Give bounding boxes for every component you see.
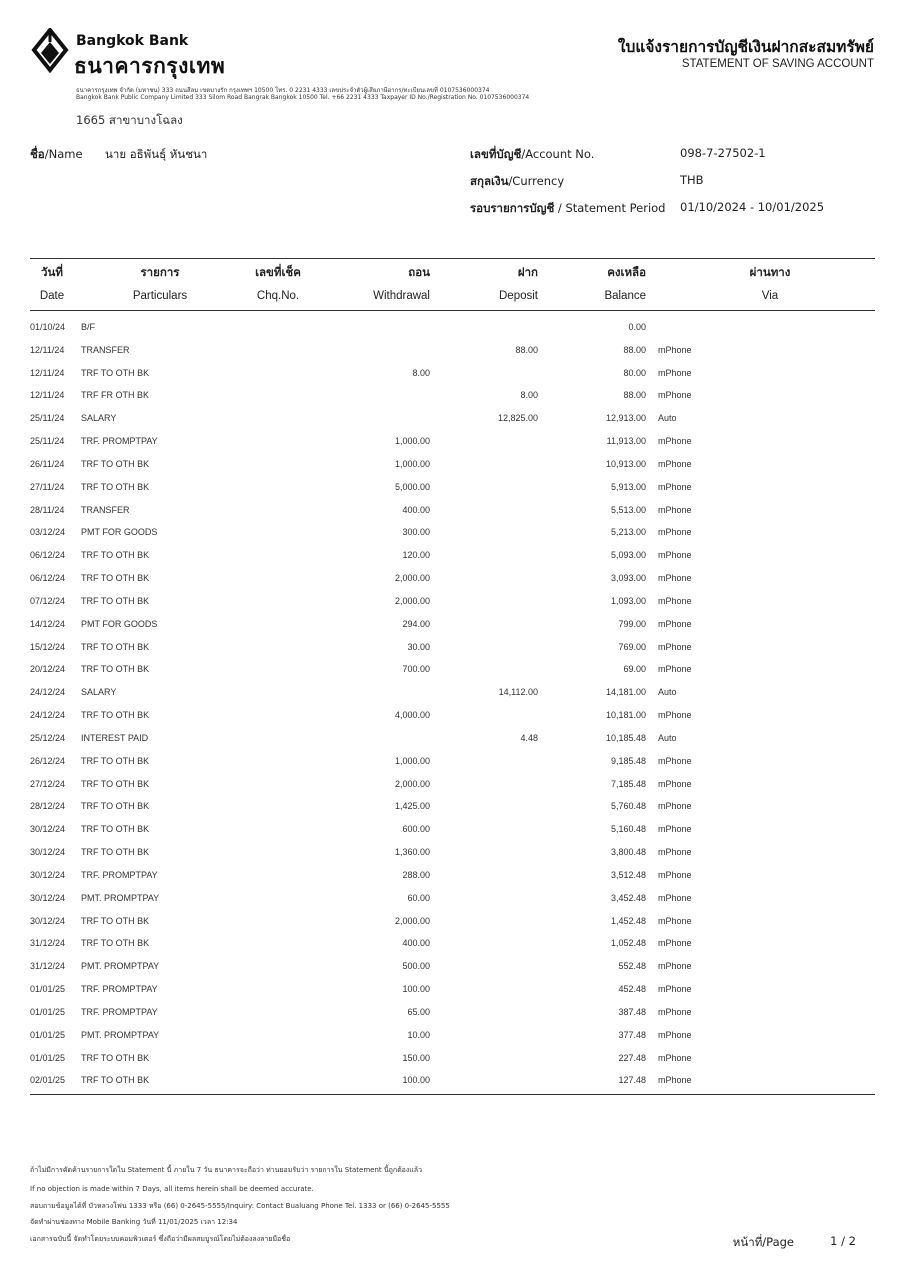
account-number-label: เลขที่บัญชี/Account No. bbox=[470, 147, 595, 161]
row-balance: 5,513.00 bbox=[610, 504, 646, 515]
table-row bbox=[30, 706, 875, 729]
account-holder-name: นาย อธิพันธุ์ หันชนา bbox=[105, 147, 208, 161]
row-balance: 10,913.00 bbox=[605, 458, 646, 469]
row-particulars: B/F bbox=[81, 322, 96, 332]
row-date: 12/11/24 bbox=[30, 344, 65, 355]
row-balance: 10,185.48 bbox=[605, 732, 646, 743]
row-via: mPhone bbox=[658, 801, 692, 812]
row-date: 30/12/24 bbox=[30, 869, 66, 880]
header-deposit-th: ฝาก bbox=[517, 265, 538, 279]
row-via: mPhone bbox=[658, 710, 692, 721]
row-date: 27/12/24 bbox=[30, 778, 66, 789]
row-withdrawal: 2,000.00 bbox=[394, 595, 430, 606]
header-withdrawal-th: ถอน bbox=[408, 265, 430, 279]
table-row bbox=[30, 1026, 875, 1049]
row-deposit: 4.48 bbox=[520, 732, 538, 743]
footer-objection-th: ถ้าไม่มีการคัดค้านรายการใดใน Statement นี้ ภายใน 7 วัน ธนาคารจะถือว่า ท่านยอมรับว่า รายการใน Statement นี้ถูกต้องแล้ว bbox=[30, 1166, 423, 1174]
header-date-th: วันที่ bbox=[41, 265, 63, 279]
row-particulars: PMT. PROMPTPAY bbox=[81, 892, 160, 903]
table-row bbox=[30, 638, 875, 661]
brand-name-th: ธนาคารกรุงเทพ bbox=[74, 54, 226, 78]
row-particulars: PMT FOR GOODS bbox=[81, 618, 158, 629]
row-balance: 5,160.48 bbox=[610, 824, 646, 835]
table-row bbox=[30, 957, 875, 980]
row-particulars: TRF TO OTH BK bbox=[81, 1075, 150, 1086]
statement-period: 01/10/2024 - 10/01/2025 bbox=[680, 200, 825, 214]
row-date: 06/12/24 bbox=[30, 573, 66, 584]
row-particulars: TRF TO OTH BK bbox=[81, 641, 150, 652]
row-date: 20/12/24 bbox=[30, 664, 66, 675]
row-balance: 3,452.48 bbox=[610, 892, 646, 903]
row-withdrawal: 700.00 bbox=[402, 664, 430, 675]
table-row bbox=[30, 775, 875, 798]
row-withdrawal: 1,000.00 bbox=[394, 436, 430, 447]
header-date-en: Date bbox=[39, 290, 65, 302]
row-deposit: 88.00 bbox=[515, 344, 538, 355]
header-via-th: ผ่านทาง bbox=[749, 265, 791, 279]
row-via: mPhone bbox=[658, 938, 692, 949]
row-withdrawal: 65.00 bbox=[407, 1006, 430, 1017]
row-withdrawal: 1,425.00 bbox=[394, 801, 430, 812]
row-via: mPhone bbox=[658, 1075, 692, 1086]
brand-name-en: Bangkok Bank bbox=[76, 33, 189, 49]
row-particulars: PMT FOR GOODS bbox=[81, 527, 158, 538]
table-row bbox=[30, 455, 875, 478]
row-via: mPhone bbox=[658, 869, 692, 880]
row-balance: 452.48 bbox=[618, 984, 646, 995]
row-via: mPhone bbox=[658, 847, 692, 858]
table-row bbox=[30, 364, 875, 387]
row-particulars: TRF TO OTH BK bbox=[81, 458, 150, 469]
row-withdrawal: 8.00 bbox=[412, 367, 430, 378]
table-row bbox=[30, 341, 875, 364]
table-top-rule bbox=[30, 258, 875, 259]
row-withdrawal: 5,000.00 bbox=[394, 481, 430, 492]
row-particulars: TRF. PROMPTPAY bbox=[81, 1006, 158, 1017]
row-particulars: TRF. PROMPTPAY bbox=[81, 436, 158, 447]
row-date: 28/12/24 bbox=[30, 801, 66, 812]
table-row bbox=[30, 820, 875, 843]
row-particulars: TRF TO OTH BK bbox=[81, 824, 150, 835]
row-balance: 799.00 bbox=[618, 618, 646, 629]
table-row bbox=[30, 660, 875, 683]
row-date: 24/12/24 bbox=[30, 687, 66, 698]
row-date: 01/10/24 bbox=[30, 322, 66, 332]
row-particulars: TRF TO OTH BK bbox=[81, 801, 150, 812]
row-via: mPhone bbox=[658, 618, 692, 629]
row-withdrawal: 1,360.00 bbox=[394, 847, 430, 858]
row-date: 06/12/24 bbox=[30, 550, 66, 561]
row-balance: 14,181.00 bbox=[605, 687, 646, 698]
row-balance: 80.00 bbox=[623, 367, 646, 378]
table-row bbox=[30, 866, 875, 889]
table-row bbox=[30, 592, 875, 615]
row-date: 27/11/24 bbox=[30, 481, 65, 492]
header-via-en: Via bbox=[761, 290, 779, 302]
row-date: 25/12/24 bbox=[30, 732, 66, 743]
row-balance: 377.48 bbox=[618, 1029, 646, 1040]
row-date: 02/01/25 bbox=[30, 1075, 66, 1086]
row-particulars: TRF. PROMPTPAY bbox=[81, 984, 158, 995]
row-withdrawal: 60.00 bbox=[407, 892, 430, 903]
row-via: mPhone bbox=[658, 504, 692, 515]
row-via: Auto bbox=[658, 732, 677, 743]
row-withdrawal: 400.00 bbox=[402, 938, 430, 949]
row-via: Auto bbox=[658, 413, 677, 424]
row-particulars: TRF FR OTH BK bbox=[81, 390, 149, 401]
row-via: mPhone bbox=[658, 458, 692, 469]
table-row bbox=[30, 546, 875, 569]
table-row bbox=[30, 683, 875, 706]
row-date: 28/11/24 bbox=[30, 504, 65, 515]
table-row bbox=[30, 934, 875, 957]
row-particulars: TRF TO OTH BK bbox=[81, 550, 150, 561]
row-balance: 88.00 bbox=[623, 344, 646, 355]
header-balance-th: คงเหลือ bbox=[607, 265, 646, 279]
row-via: mPhone bbox=[658, 664, 692, 675]
row-via: mPhone bbox=[658, 367, 692, 378]
row-deposit: 12,825.00 bbox=[497, 413, 538, 424]
row-via: mPhone bbox=[658, 573, 692, 584]
row-date: 01/01/25 bbox=[30, 1052, 66, 1063]
statement-period-label: รอบรายการบัญชี / Statement Period bbox=[470, 201, 666, 215]
row-withdrawal: 294.00 bbox=[402, 618, 430, 629]
row-particulars: TRF TO OTH BK bbox=[81, 595, 150, 606]
row-withdrawal: 2,000.00 bbox=[394, 915, 430, 926]
row-withdrawal: 100.00 bbox=[402, 984, 430, 995]
row-particulars: TRF TO OTH BK bbox=[81, 481, 150, 492]
table-row bbox=[30, 615, 875, 638]
row-balance: 9,185.48 bbox=[610, 755, 646, 766]
row-via: mPhone bbox=[658, 1052, 692, 1063]
footer-inquiry: สอบถามข้อมูลได้ที่ บัวหลวงโฟน 1333 หรือ (66) 0-2645-5555/Inquiry: Contact Bualuang Phone Tel. 1333 or (66) 0-2645-5555 bbox=[30, 1202, 450, 1210]
row-particulars: SALARY bbox=[81, 413, 117, 424]
name-label: ชื่อ/Name bbox=[30, 147, 83, 161]
row-date: 01/01/25 bbox=[30, 1006, 66, 1017]
row-deposit: 14,112.00 bbox=[498, 687, 538, 698]
header-particulars-en: Particulars bbox=[132, 290, 188, 302]
row-via: mPhone bbox=[658, 595, 692, 606]
row-balance: 7,185.48 bbox=[610, 778, 646, 789]
footer-computer-generated: เอกสารฉบับนี้ จัดทำโดยระบบคอมพิวเตอร์ ซึ่งถือว่ามีผลสมบูรณ์โดยไม่ต้องลงลายมือชื่อ bbox=[30, 1235, 291, 1243]
row-balance: 387.48 bbox=[618, 1006, 646, 1017]
table-row bbox=[30, 752, 875, 775]
row-via: mPhone bbox=[658, 961, 692, 972]
row-date: 14/12/24 bbox=[30, 618, 66, 629]
row-balance: 5,760.48 bbox=[610, 801, 646, 812]
row-particulars: TRF TO OTH BK bbox=[81, 755, 150, 766]
row-withdrawal: 30.00 bbox=[407, 641, 430, 652]
row-balance: 69.00 bbox=[623, 664, 646, 675]
row-balance: 5,913.00 bbox=[610, 481, 646, 492]
row-balance: 3,800.48 bbox=[610, 847, 646, 858]
row-particulars: TRF TO OTH BK bbox=[81, 573, 150, 584]
statement-title-en: STATEMENT OF SAVING ACCOUNT bbox=[681, 58, 874, 70]
row-date: 30/12/24 bbox=[30, 847, 66, 858]
row-particulars: PMT. PROMPTPAY bbox=[81, 1029, 160, 1040]
table-row bbox=[30, 318, 875, 341]
row-via: mPhone bbox=[658, 641, 692, 652]
row-balance: 1,452.48 bbox=[610, 915, 646, 926]
row-balance: 10,181.00 bbox=[605, 710, 646, 721]
row-balance: 3,512.48 bbox=[610, 869, 646, 880]
currency-label: สกุลเงิน/Currency bbox=[470, 174, 565, 188]
table-row bbox=[30, 569, 875, 592]
row-particulars: TRF TO OTH BK bbox=[81, 710, 150, 721]
row-withdrawal: 2,000.00 bbox=[394, 778, 430, 789]
row-via: mPhone bbox=[658, 1006, 692, 1017]
header-deposit-en: Deposit bbox=[499, 290, 538, 302]
row-particulars: TRF TO OTH BK bbox=[81, 367, 150, 378]
table-row bbox=[30, 386, 875, 409]
row-balance: 0.00 bbox=[628, 322, 646, 332]
row-particulars: TRF TO OTH BK bbox=[81, 1052, 150, 1063]
row-date: 25/11/24 bbox=[30, 413, 65, 424]
row-date: 12/11/24 bbox=[30, 390, 65, 401]
row-withdrawal: 4,000.00 bbox=[394, 710, 430, 721]
row-withdrawal: 300.00 bbox=[402, 527, 430, 538]
row-particulars: TRF TO OTH BK bbox=[81, 778, 150, 789]
row-via: mPhone bbox=[658, 344, 692, 355]
row-date: 31/12/24 bbox=[30, 961, 66, 972]
table-row bbox=[30, 889, 875, 912]
row-date: 01/01/25 bbox=[30, 984, 66, 995]
table-row bbox=[30, 912, 875, 935]
table-row bbox=[30, 501, 875, 524]
account-number: 098-7-27502-1 bbox=[680, 146, 766, 160]
row-balance: 1,093.00 bbox=[610, 595, 646, 606]
row-via: mPhone bbox=[658, 390, 692, 401]
row-withdrawal: 400.00 bbox=[402, 504, 430, 515]
row-balance: 127.48 bbox=[618, 1075, 646, 1086]
row-particulars: TRF TO OTH BK bbox=[81, 664, 150, 675]
row-balance: 1,052.48 bbox=[610, 938, 646, 949]
footer-objection-en: If no objection is made within 7 Days, all items herein shall be deemed accurate. bbox=[30, 1185, 314, 1193]
row-date: 30/12/24 bbox=[30, 892, 66, 903]
row-withdrawal: 10.00 bbox=[407, 1029, 430, 1040]
row-balance: 88.00 bbox=[623, 390, 646, 401]
row-date: 03/12/24 bbox=[30, 527, 66, 538]
row-via: mPhone bbox=[658, 915, 692, 926]
row-withdrawal: 2,000.00 bbox=[394, 573, 430, 584]
row-particulars: TRANSFER bbox=[81, 344, 130, 355]
row-via: mPhone bbox=[658, 984, 692, 995]
row-date: 12/11/24 bbox=[30, 367, 65, 378]
table-row bbox=[30, 797, 875, 820]
header-chq-en: Chq.No. bbox=[256, 290, 300, 302]
row-withdrawal: 150.00 bbox=[402, 1052, 430, 1063]
row-date: 30/12/24 bbox=[30, 824, 66, 835]
page-number: 1 / 2 bbox=[830, 1234, 856, 1248]
row-via: mPhone bbox=[658, 527, 692, 538]
row-withdrawal: 1,000.00 bbox=[394, 458, 430, 469]
table-bottom-rule bbox=[30, 1094, 875, 1095]
row-via: Auto bbox=[658, 687, 677, 698]
statement-title-th: ใบแจ้งรายการบัญชีเงินฝากสะสมทรัพย์ bbox=[617, 38, 874, 56]
row-via: mPhone bbox=[658, 481, 692, 492]
header-rule bbox=[30, 310, 875, 311]
table-row bbox=[30, 523, 875, 546]
table-row bbox=[30, 980, 875, 1003]
row-date: 07/12/24 bbox=[30, 595, 66, 606]
row-via: mPhone bbox=[658, 755, 692, 766]
row-balance: 11,913.00 bbox=[606, 436, 646, 447]
row-withdrawal: 500.00 bbox=[402, 961, 430, 972]
row-balance: 769.00 bbox=[618, 641, 646, 652]
row-withdrawal: 120.00 bbox=[402, 550, 430, 561]
row-balance: 12,913.00 bbox=[605, 413, 646, 424]
currency-value: THB bbox=[680, 173, 704, 187]
table-row bbox=[30, 478, 875, 501]
row-particulars: TRF. PROMPTPAY bbox=[81, 869, 158, 880]
row-date: 15/12/24 bbox=[30, 641, 66, 652]
row-balance: 3,093.00 bbox=[610, 573, 646, 584]
row-withdrawal: 1,000.00 bbox=[394, 755, 430, 766]
header-withdrawal-en: Withdrawal bbox=[373, 290, 430, 302]
page-label: หน้าที่/Page bbox=[732, 1235, 794, 1249]
row-balance: 5,213.00 bbox=[610, 527, 646, 538]
row-balance: 552.48 bbox=[618, 961, 646, 972]
row-date: 25/11/24 bbox=[30, 436, 65, 447]
row-particulars: TRF TO OTH BK bbox=[81, 847, 150, 858]
row-particulars: TRANSFER bbox=[81, 504, 130, 515]
row-balance: 227.48 bbox=[618, 1052, 646, 1063]
table-row bbox=[30, 1071, 875, 1094]
row-withdrawal: 288.00 bbox=[402, 869, 430, 880]
row-via: mPhone bbox=[658, 824, 692, 835]
row-particulars: TRF TO OTH BK bbox=[81, 938, 150, 949]
row-date: 01/01/25 bbox=[30, 1029, 66, 1040]
row-date: 31/12/24 bbox=[30, 938, 66, 949]
table-body bbox=[30, 318, 875, 1095]
table-row bbox=[30, 409, 875, 432]
row-particulars: SALARY bbox=[81, 687, 117, 698]
row-date: 26/12/24 bbox=[30, 755, 66, 766]
row-date: 30/12/24 bbox=[30, 915, 66, 926]
bank-address-en: Bangkok Bank Public Company Limited 333 Silom Road Bangrak Bangkok 10500 Tel. +66 2231 4333 Taxpayer ID No./Registration No. 0107536000374 bbox=[76, 94, 530, 101]
footer-generated: จัดทำผ่านช่องทาง Mobile Banking วันที่ 11/01/2025 เวลา 12:34 bbox=[30, 1218, 238, 1226]
row-balance: 5,093.00 bbox=[610, 550, 646, 561]
row-particulars: TRF TO OTH BK bbox=[81, 915, 150, 926]
row-via: mPhone bbox=[658, 436, 692, 447]
row-date: 26/11/24 bbox=[30, 458, 65, 469]
row-via: mPhone bbox=[658, 778, 692, 789]
header-particulars-th: รายการ bbox=[140, 265, 180, 279]
row-via: mPhone bbox=[658, 1029, 692, 1040]
bangkok-bank-logo-icon bbox=[30, 28, 70, 76]
table-row bbox=[30, 729, 875, 752]
header-chq-th: เลขที่เช็ค bbox=[255, 265, 301, 279]
row-withdrawal: 600.00 bbox=[402, 824, 430, 835]
row-date: 24/12/24 bbox=[30, 710, 66, 721]
table-row bbox=[30, 432, 875, 455]
table-row bbox=[30, 1049, 875, 1072]
row-particulars: INTEREST PAID bbox=[81, 732, 149, 743]
table-row bbox=[30, 1003, 875, 1026]
bank-address-th: ธนาคารกรุงเทพ จำกัด (มหาชน) 333 ถนนสีลม เขตบางรัก กรุงเทพฯ 10500 โทร. 0 2231 4333 เลขประจำตัวผู้เสียภาษีอากร/ทะเบียนเลขที่ 0107536000374 bbox=[76, 87, 490, 94]
row-via: mPhone bbox=[658, 892, 692, 903]
table-row bbox=[30, 843, 875, 866]
row-withdrawal: 100.00 bbox=[402, 1075, 430, 1086]
branch-name: 1665 สาขาบางโฉลง bbox=[76, 113, 183, 127]
row-particulars: PMT. PROMPTPAY bbox=[81, 961, 160, 972]
header-balance-en: Balance bbox=[604, 290, 646, 302]
row-deposit: 8.00 bbox=[520, 390, 538, 401]
row-via: mPhone bbox=[658, 550, 692, 561]
